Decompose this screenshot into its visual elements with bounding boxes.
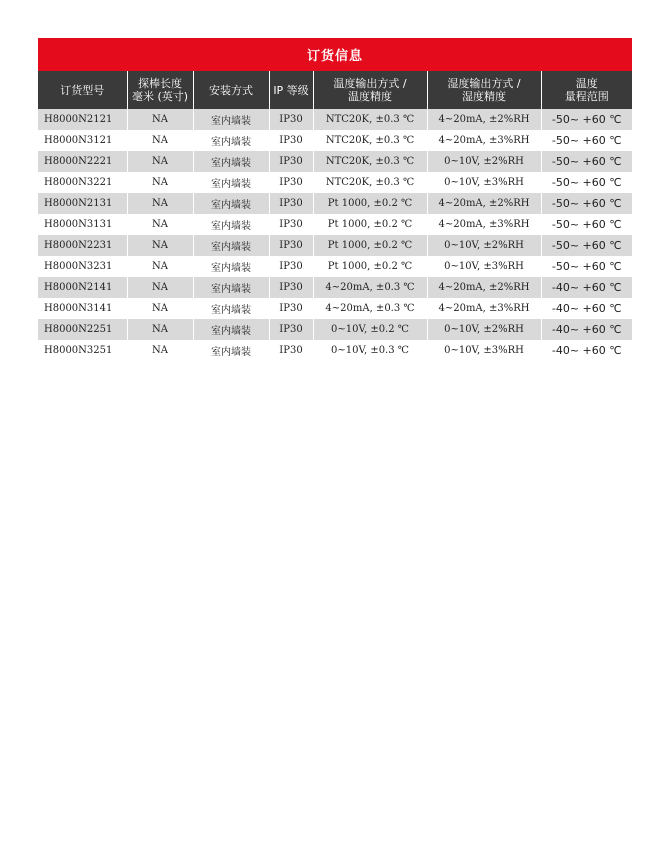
cell-temp-range: -40~ +60 ℃ bbox=[541, 319, 632, 340]
header-temp-range bbox=[541, 71, 632, 109]
table-row bbox=[38, 256, 632, 277]
header-probe-length-line1: 探棒长度 bbox=[138, 77, 182, 90]
cell-model: H8000N2251 bbox=[38, 319, 127, 340]
cell-mounting: 室内墙装 bbox=[193, 319, 269, 340]
cell-temp-range: -40~ +60 ℃ bbox=[541, 340, 632, 361]
header-probe-length-line2: 毫米 (英寸) bbox=[131, 90, 189, 103]
cell-probe-length: NA bbox=[127, 298, 193, 319]
cell-probe-length: NA bbox=[127, 319, 193, 340]
cell-temp-output: 0~10V, ±0.2 ℃ bbox=[313, 319, 427, 340]
cell-ip-rating: IP30 bbox=[269, 109, 313, 130]
header-probe-length bbox=[127, 71, 193, 109]
cell-mounting: 室内墙装 bbox=[193, 256, 269, 277]
cell-probe-length: NA bbox=[127, 151, 193, 172]
header-mounting bbox=[193, 71, 269, 109]
cell-model: H8000N2121 bbox=[38, 109, 127, 130]
cell-temp-output: NTC20K, ±0.3 ℃ bbox=[313, 109, 427, 130]
cell-humidity-output: 0~10V, ±3%RH bbox=[427, 256, 541, 277]
table-row bbox=[38, 235, 632, 256]
table-row bbox=[38, 193, 632, 214]
cell-ip-rating: IP30 bbox=[269, 172, 313, 193]
cell-humidity-output: 4~20mA, ±3%RH bbox=[427, 298, 541, 319]
cell-probe-length: NA bbox=[127, 340, 193, 361]
cell-temp-range: -50~ +60 ℃ bbox=[541, 256, 632, 277]
cell-ip-rating: IP30 bbox=[269, 298, 313, 319]
cell-ip-rating: IP30 bbox=[269, 235, 313, 256]
header-humidity-output-line2: 湿度精度 bbox=[462, 90, 506, 103]
header-mounting-line1: 安装方式 bbox=[209, 83, 253, 97]
table-row bbox=[38, 172, 632, 193]
cell-mounting: 室内墙装 bbox=[193, 109, 269, 130]
cell-temp-range: -50~ +60 ℃ bbox=[541, 193, 632, 214]
cell-temp-output: NTC20K, ±0.3 ℃ bbox=[313, 130, 427, 151]
cell-temp-output: 4~20mA, ±0.3 ℃ bbox=[313, 277, 427, 298]
cell-probe-length: NA bbox=[127, 277, 193, 298]
table-body bbox=[38, 109, 632, 361]
cell-model: H8000N2141 bbox=[38, 277, 127, 298]
cell-mounting: 室内墙装 bbox=[193, 172, 269, 193]
cell-temp-range: -50~ +60 ℃ bbox=[541, 109, 632, 130]
cell-mounting: 室内墙装 bbox=[193, 340, 269, 361]
cell-temp-output: Pt 1000, ±0.2 ℃ bbox=[313, 235, 427, 256]
cell-humidity-output: 0~10V, ±2%RH bbox=[427, 319, 541, 340]
header-temp-range-line1: 温度 bbox=[575, 77, 598, 90]
cell-temp-range: -50~ +60 ℃ bbox=[541, 235, 632, 256]
cell-temp-output: Pt 1000, ±0.2 ℃ bbox=[313, 214, 427, 235]
cell-humidity-output: 4~20mA, ±3%RH bbox=[427, 130, 541, 151]
header-model-line1: 订货型号 bbox=[60, 83, 105, 97]
cell-ip-rating: IP30 bbox=[269, 130, 313, 151]
cell-model: H8000N2221 bbox=[38, 151, 127, 172]
cell-probe-length: NA bbox=[127, 214, 193, 235]
cell-humidity-output: 0~10V, ±2%RH bbox=[427, 235, 541, 256]
header-ip-rating-line1: IP 等级 bbox=[273, 83, 309, 97]
header-temp-output-line1: 温度输出方式 / bbox=[333, 77, 407, 90]
table-row bbox=[38, 130, 632, 151]
cell-ip-rating: IP30 bbox=[269, 340, 313, 361]
header-ip-rating bbox=[269, 71, 313, 109]
cell-temp-output: Pt 1000, ±0.2 ℃ bbox=[313, 193, 427, 214]
cell-probe-length: NA bbox=[127, 172, 193, 193]
cell-ip-rating: IP30 bbox=[269, 256, 313, 277]
cell-humidity-output: 4~20mA, ±2%RH bbox=[427, 193, 541, 214]
cell-ip-rating: IP30 bbox=[269, 151, 313, 172]
table-row bbox=[38, 277, 632, 298]
cell-probe-length: NA bbox=[127, 256, 193, 277]
cell-humidity-output: 0~10V, ±3%RH bbox=[427, 340, 541, 361]
cell-mounting: 室内墙装 bbox=[193, 298, 269, 319]
cell-mounting: 室内墙装 bbox=[193, 151, 269, 172]
cell-humidity-output: 4~20mA, ±2%RH bbox=[427, 109, 541, 130]
cell-humidity-output: 4~20mA, ±2%RH bbox=[427, 277, 541, 298]
cell-temp-output: 0~10V, ±0.3 ℃ bbox=[313, 340, 427, 361]
table-title: 订货信息 bbox=[38, 38, 632, 71]
cell-temp-range: -50~ +60 ℃ bbox=[541, 172, 632, 193]
cell-temp-output: NTC20K, ±0.3 ℃ bbox=[313, 172, 427, 193]
cell-model: H8000N3231 bbox=[38, 256, 127, 277]
header-humidity-output-line1: 湿度输出方式 / bbox=[447, 77, 521, 90]
cell-mounting: 室内墙装 bbox=[193, 235, 269, 256]
header-temp-output bbox=[313, 71, 427, 109]
cell-temp-range: -50~ +60 ℃ bbox=[541, 130, 632, 151]
cell-temp-range: -50~ +60 ℃ bbox=[541, 214, 632, 235]
cell-humidity-output: 0~10V, ±3%RH bbox=[427, 172, 541, 193]
table-row bbox=[38, 109, 632, 130]
cell-probe-length: NA bbox=[127, 235, 193, 256]
cell-model: H8000N3251 bbox=[38, 340, 127, 361]
cell-model: H8000N3131 bbox=[38, 214, 127, 235]
header-temp-output-line2: 温度精度 bbox=[348, 90, 392, 103]
cell-humidity-output: 0~10V, ±2%RH bbox=[427, 151, 541, 172]
cell-temp-output: NTC20K, ±0.3 ℃ bbox=[313, 151, 427, 172]
cell-temp-range: -40~ +60 ℃ bbox=[541, 298, 632, 319]
cell-mounting: 室内墙装 bbox=[193, 130, 269, 151]
cell-model: H8000N2131 bbox=[38, 193, 127, 214]
header-temp-range-line2: 量程范围 bbox=[564, 90, 609, 103]
cell-mounting: 室内墙装 bbox=[193, 214, 269, 235]
cell-temp-range: -50~ +60 ℃ bbox=[541, 151, 632, 172]
order-info-table bbox=[38, 38, 632, 361]
cell-temp-output: Pt 1000, ±0.2 ℃ bbox=[313, 256, 427, 277]
cell-model: H8000N3221 bbox=[38, 172, 127, 193]
cell-model: H8000N2231 bbox=[38, 235, 127, 256]
cell-model: H8000N3141 bbox=[38, 298, 127, 319]
cell-model: H8000N3121 bbox=[38, 130, 127, 151]
cell-mounting: 室内墙装 bbox=[193, 193, 269, 214]
table-row bbox=[38, 298, 632, 319]
cell-probe-length: NA bbox=[127, 130, 193, 151]
cell-ip-rating: IP30 bbox=[269, 277, 313, 298]
cell-temp-output: 4~20mA, ±0.3 ℃ bbox=[313, 298, 427, 319]
header-humidity-output bbox=[427, 71, 541, 109]
table-header-row bbox=[38, 71, 632, 109]
cell-ip-rating: IP30 bbox=[269, 214, 313, 235]
table-row bbox=[38, 340, 632, 361]
cell-humidity-output: 4~20mA, ±3%RH bbox=[427, 214, 541, 235]
table-row bbox=[38, 151, 632, 172]
table-row bbox=[38, 319, 632, 340]
cell-mounting: 室内墙装 bbox=[193, 277, 269, 298]
cell-ip-rating: IP30 bbox=[269, 319, 313, 340]
cell-ip-rating: IP30 bbox=[269, 193, 313, 214]
cell-probe-length: NA bbox=[127, 193, 193, 214]
header-model bbox=[38, 71, 127, 109]
cell-temp-range: -40~ +60 ℃ bbox=[541, 277, 632, 298]
table-row bbox=[38, 214, 632, 235]
cell-probe-length: NA bbox=[127, 109, 193, 130]
